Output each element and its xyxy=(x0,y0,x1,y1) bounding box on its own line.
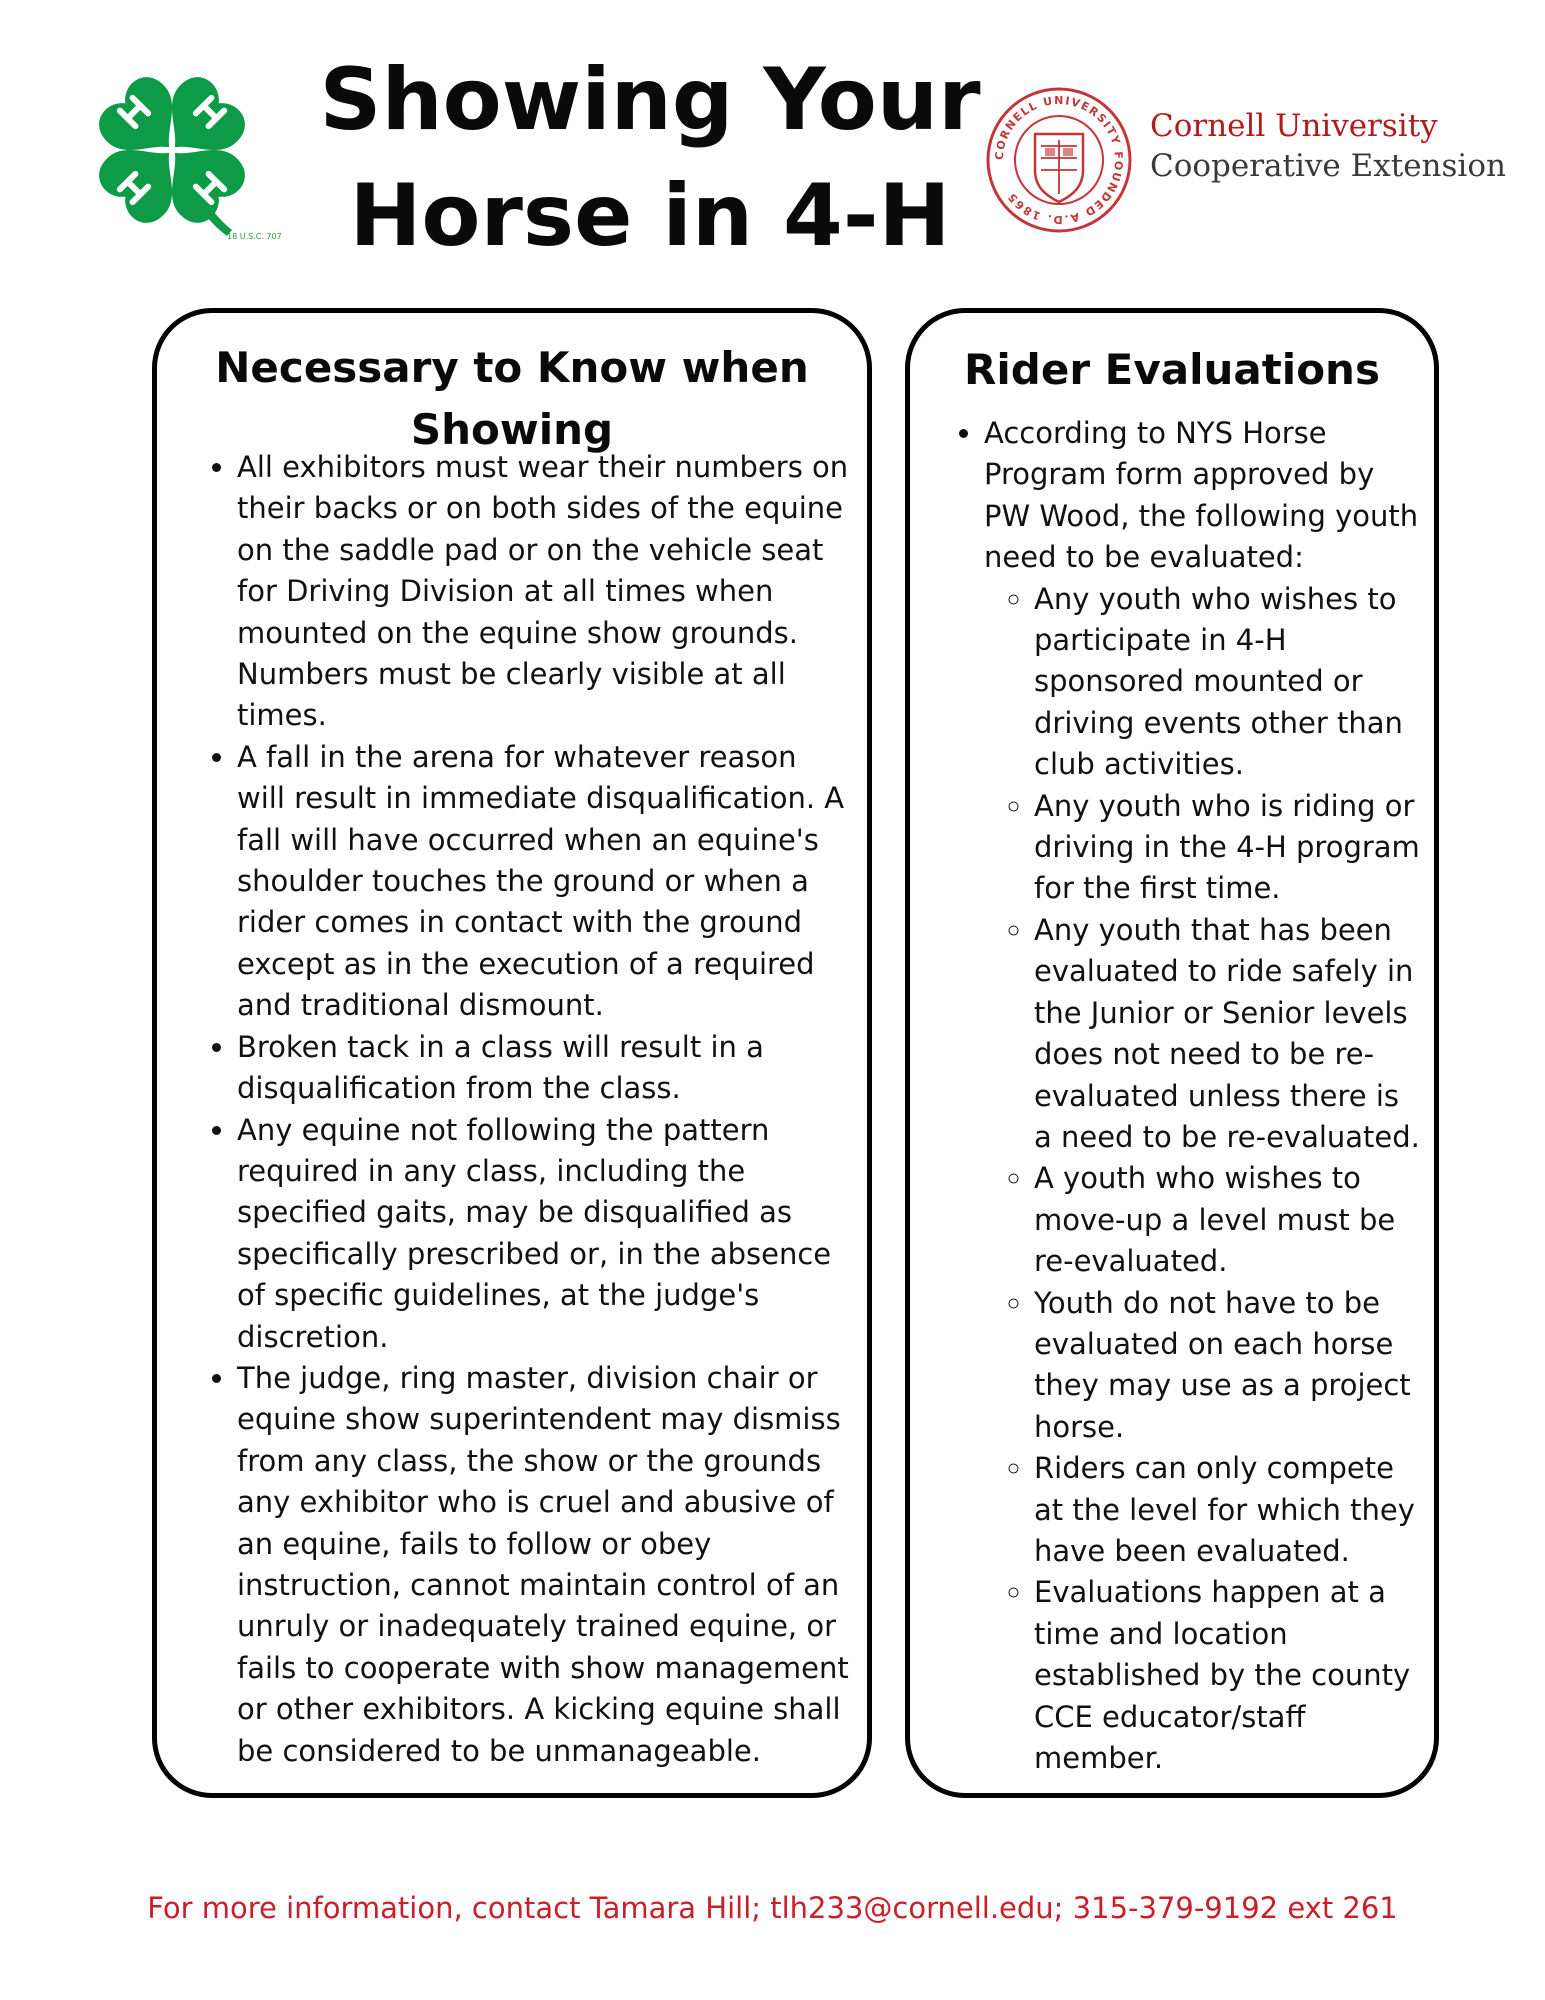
list-item: • Broken tack in a class will result in a disqualification from the class. xyxy=(237,1027,853,1110)
list-item: • Any equine not following the pattern required in any class, including the specified gaits, may be disqualified as specifically prescribed or, in the absence of specific guidelines, at the judge's discretion. xyxy=(237,1110,853,1358)
evaluation-sublist xyxy=(984,579,1424,1780)
4h-clover-logo xyxy=(82,60,282,250)
cooperative-extension-text: Cooperative Extension xyxy=(1150,148,1506,184)
sub-list-item: ◦ Evaluations happen at a time and location established by the county CCE educator/staff member. xyxy=(1034,1572,1424,1779)
panel-heading: Necessary to Know when Showing xyxy=(215,343,809,454)
list-item xyxy=(984,413,1424,1779)
list-item: • A fall in the arena for whatever reason will result in immediate disqualification. A fall will have occurred when an equine's shoulder touches the ground or when a rider comes in contact with the ground except as in the execution of a required and traditional dismount. xyxy=(237,737,853,1027)
rules-list xyxy=(157,447,853,1772)
seal-ring-text: CORNELL UNIVERSITY FOUNDED A.D. 1865 xyxy=(992,93,1126,227)
clover-icon xyxy=(82,60,262,240)
contact-footer: For more information, contact Tamara Hill; tlh233@cornell.edu; 315-379-9192 ext 261 xyxy=(147,1891,1398,1925)
title-line-2: Horse in 4-H xyxy=(349,166,951,266)
sub-list-item: ◦ Any youth that has been evaluated to ride safely in the Junior or Senior levels does not need to be re-evaluated unless there is a need to be re-evaluated. xyxy=(1034,910,1424,1158)
evaluation-list xyxy=(910,413,1424,1779)
title-line-1: Showing Your xyxy=(319,50,981,150)
cornell-seal-logo xyxy=(985,86,1133,234)
sub-list-item: ◦ Any youth who wishes to participate in 4-H sponsored mounted or driving events other than club activities. xyxy=(1034,579,1424,786)
seal-icon xyxy=(985,86,1133,234)
list-item: • The judge, ring master, division chair or equine show superintendent may dismiss from any class, the show or the grounds any exhibitor who is cruel and abusive of an equine, fails to follow or obey instruction, cannot maintain control of an unruly or inadequately trained equine, or fails to cooperate with show management or other exhibitors. A kicking equine shall be considered to be unmanageable. xyxy=(237,1358,853,1772)
sub-list-item: ◦ Youth do not have to be evaluated on each horse they may use as a project horse. xyxy=(1034,1283,1424,1449)
page-title xyxy=(300,42,1000,274)
cce-wordmark xyxy=(1150,106,1506,186)
evaluation-intro: According to NYS Horse Program form approved by PW Wood, the following youth need to be evaluated: xyxy=(984,416,1419,575)
panel-heading: Rider Evaluations xyxy=(964,345,1380,394)
necessary-to-know-panel xyxy=(152,308,872,1798)
4h-emblem-mark: 18 U.S.C. 707 xyxy=(227,232,282,241)
sub-list-item: ◦ A youth who wishes to move-up a level must be re-evaluated. xyxy=(1034,1158,1424,1282)
rider-evaluations-panel xyxy=(905,308,1439,1798)
sub-list-item: ◦ Riders can only compete at the level for which they have been evaluated. xyxy=(1034,1448,1424,1572)
list-item: • All exhibitors must wear their numbers on their backs or on both sides of the equine on the saddle pad or on the vehicle seat for Driving Division at all times when mounted on the equine show grounds. Numbers must be clearly visible at all times. xyxy=(237,447,853,737)
cornell-university-text: Cornell University xyxy=(1150,108,1438,144)
sub-list-item: ◦ Any youth who is riding or driving in the 4-H program for the first time. xyxy=(1034,786,1424,910)
